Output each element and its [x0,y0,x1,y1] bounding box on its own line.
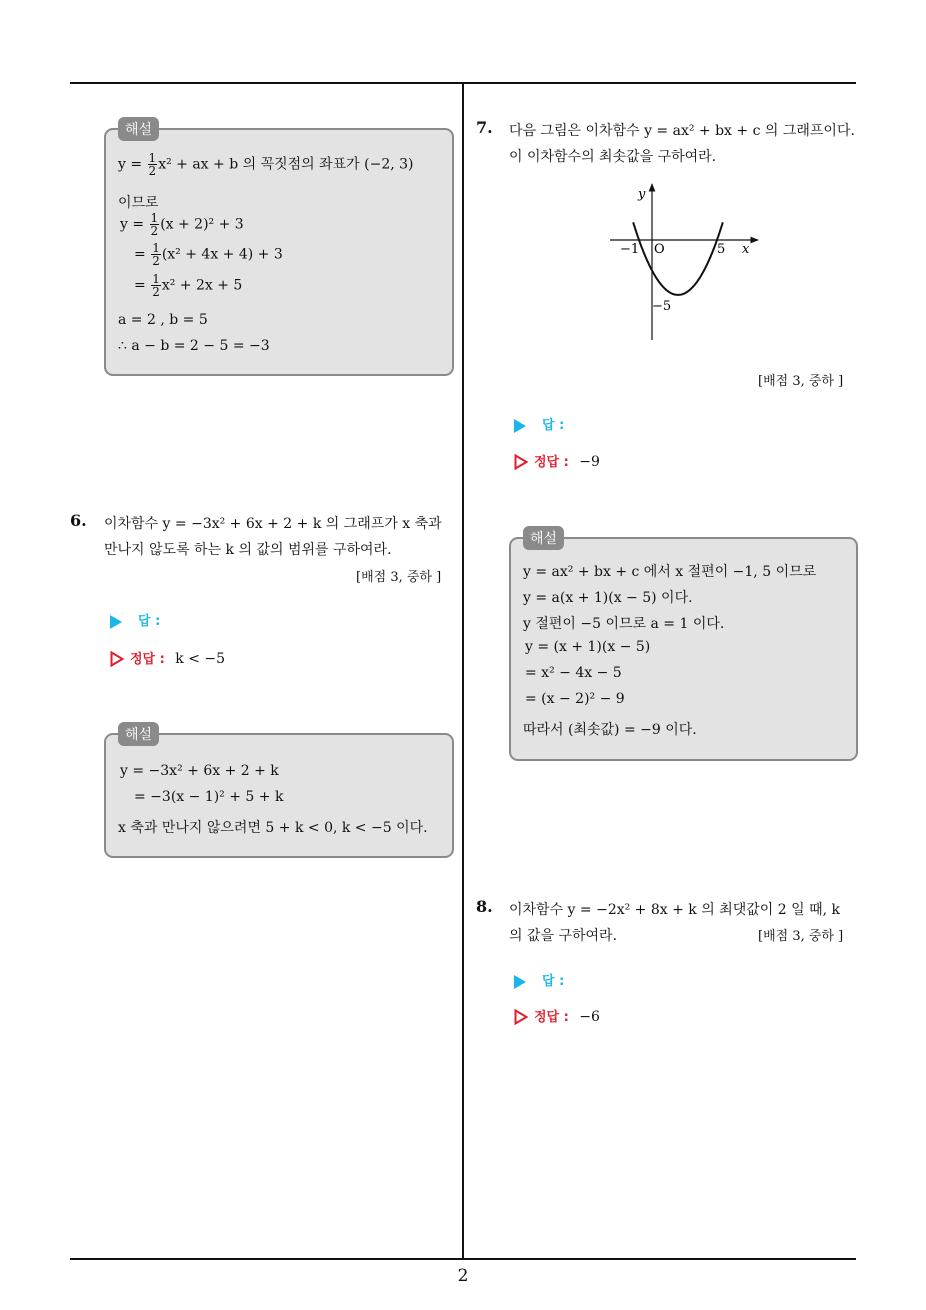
sol6-line2: = −3(x − 1)² + 5 + k [134,789,284,805]
column-divider [462,83,464,1259]
fraction-half: $\frac{1}{2}$ [152,241,160,268]
q6-correct-answer-row: 정답 : k < −5 [110,648,225,667]
q7-correct-answer-row: 정답 : −9 [514,451,600,470]
x-axis-label: x [742,242,750,257]
sol7-line5: = x² − 4x − 5 [525,665,622,681]
q8-text-line2: 의 값을 구하여라. [509,928,618,944]
q8-correct-answer: −6 [579,1009,600,1025]
sol5-line6: a = 2 , b = 5 [118,312,208,328]
bottom-rule [70,1258,856,1260]
answer-arrow-icon [514,975,526,989]
solution-tag: 해설 [118,722,159,746]
q7-parabola-graph [600,180,770,350]
answer-arrow-icon [110,615,122,629]
sol5-line4: = $\frac{1}{2}$ (x² + 4x + 4) + 3 [134,241,283,268]
q8-text-line1: 이차함수 y = −2x² + 8x + k 의 최댓값이 2 일 때, k [509,902,840,918]
outline-triangle-icon [514,1009,528,1025]
q6-text-line2: 만나지 않도록 하는 k 의 값의 범위를 구하여라. [104,542,392,558]
fraction-half: $\frac{1}{2}$ [150,211,159,238]
sol7-line7: 따라서 (최솟값) = −9 이다. [523,722,697,738]
q6-text-line1: 이차함수 y = −3x² + 6x + 2 + k 의 그래프가 x 축과 [104,516,442,532]
sol5-line2: 이므로 [118,195,159,211]
answer-arrow-icon [514,419,526,433]
fraction-half: $\frac{1}{2}$ [148,151,157,178]
q7-number: 7. [476,118,493,137]
origin-label: O [654,242,665,257]
q8-answer-row: 답 : [514,970,564,989]
sol7-line3: y 절편이 −5 이므로 a = 1 이다. [523,616,725,632]
sol7-line1: y = ax² + bx + c 에서 x 절편이 −1, 5 이므로 [523,564,817,580]
q6-answer-row: 답 : [110,610,160,629]
q7-score: [배점 3, 중하 ] [758,374,844,389]
q8-correct-answer-row: 정답 : −6 [514,1006,600,1025]
sol5-line1: y = $\frac{1}{2}$ x² + ax + b 의 꼭짓점의 좌표가 (−2, 3) [118,151,414,178]
y-intercept-label: −5 [652,299,672,314]
page-number: 2 [457,1266,469,1286]
y-axis-label: y [638,187,646,202]
sol6-line3: x 축과 만나지 않으려면 5 + k < 0, k < −5 이다. [118,820,428,836]
solution-tag: 해설 [118,117,159,141]
solution-box-q5 [104,122,454,376]
q7-answer-row: 답 : [514,414,564,433]
parabola-curve [633,222,726,295]
q6-number: 6. [70,511,87,530]
q7-correct-answer: −9 [579,454,600,470]
sol7-line6: = (x − 2)² − 9 [525,691,625,707]
q7-text-line2: 이 이차함수의 최솟값을 구하여라. [509,149,717,165]
solution-tag: 해설 [523,526,564,550]
sol5-line3: y = $\frac{1}{2}$ (x + 2)² + 3 [120,211,244,238]
fraction-half: $\frac{1}{2}$ [152,272,160,299]
q6-correct-answer: k < −5 [175,651,226,667]
q8-number: 8. [476,897,493,916]
x-intercept-left-label: −1 [620,242,640,257]
outline-triangle-icon [514,454,528,470]
sol5-line5: = $\frac{1}{2}$ x² + 2x + 5 [134,272,243,299]
q8-score: [배점 3, 중하 ] [758,929,844,944]
sol7-line4: y = (x + 1)(x − 5) [525,639,651,655]
sol6-line1: y = −3x² + 6x + 2 + k [120,763,279,779]
q7-text-line1: 다음 그림은 이차함수 y = ax² + bx + c 의 그래프이다. [509,123,855,139]
x-intercept-right-label: 5 [717,242,726,257]
outline-triangle-icon [110,651,124,667]
sol7-line2: y = a(x + 1)(x − 5) 이다. [523,590,693,606]
sol5-line7: ∴ a − b = 2 − 5 = −3 [118,338,270,354]
q6-score: [배점 3, 중하 ] [356,570,442,585]
solution-box-q7 [509,531,858,761]
solution-box-q6 [104,727,454,858]
